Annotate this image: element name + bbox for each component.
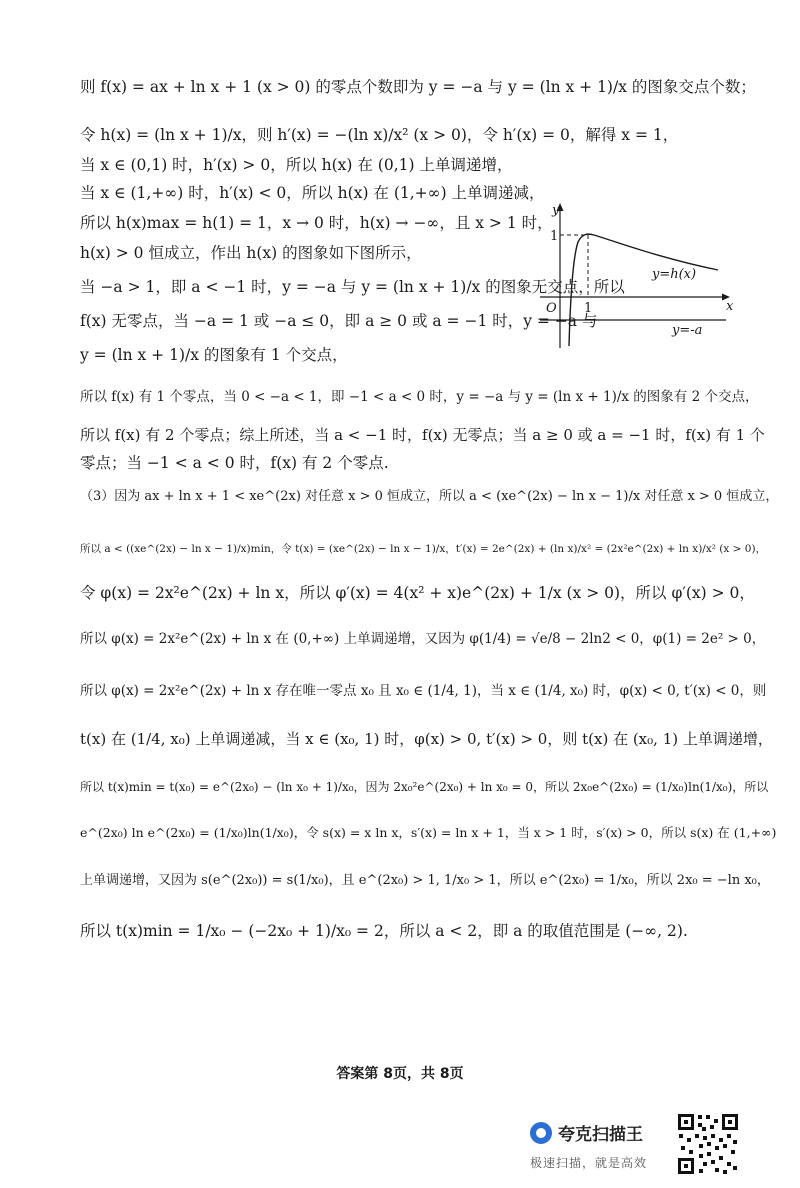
text-line-15: 令 φ(x) = 2x²e^(2x) + ln x，所以 φ′(x) = 4(x² + x)e^(2x) + 1/x (x > 0)，所以 φ′(x) > 0， [80, 584, 755, 602]
origin-label: O [546, 301, 557, 316]
text-line-8: f(x) 无零点，当 −a = 1 或 −a ≤ 0，即 a ≥ 0 或 a = −1 时，y = −a 与 [80, 312, 598, 330]
text-line-12: 零点；当 −1 < a < 0 时，f(x) 有 2 个零点. [80, 454, 389, 472]
qr-code-icon [676, 1112, 740, 1176]
y-axis-label: y [552, 203, 560, 218]
text-line-18: t(x) 在 (1/4, x₀) 上单调递减，当 x ∈ (x₀, 1) 时，φ(x) > 0, t′(x) > 0，则 t(x) 在 (x₀, 1) 上单调递增， [80, 730, 773, 748]
text-line-13: （3）因为 ax + ln x + 1 < xe^(2x) 对任意 x > 0 恒成立，所以 a < (xe^(2x) − ln x − 1)/x 对任意 x > 0 恒成立， [80, 489, 779, 504]
text-line-19: 所以 t(x)min = t(x₀) = e^(2x₀) − (ln x₀ + 1)/x₀，因为 2x₀²e^(2x₀) + ln x₀ = 0，所以 2x₀e^(2x₀) = (1/x₀)ln(1/x₀)，所以 [80, 780, 769, 794]
text-line-7: 当 −a > 1，即 a < −1 时，y = −a 与 y = (ln x + 1)/x 的图象无交点，所以 [80, 278, 625, 296]
tick-one-x: 1 [584, 301, 593, 316]
page-footer: 答案第 8页，共 8页 [336, 1066, 464, 1082]
curve-label: y=h(x) [652, 267, 697, 282]
scanner-brand [530, 1116, 670, 1176]
text-line-1: 则 f(x) = ax + ln x + 1 (x > 0) 的零点个数即为 y = −a 与 y = (ln x + 1)/x 的图象交点个数； [80, 78, 756, 96]
text-line-5: 所以 h(x)max = h(1) = 1，x → 0 时，h(x) → −∞，且 x > 1 时， [80, 214, 553, 232]
brand-name: 夸克扫描王 [558, 1125, 643, 1145]
text-line-16: 所以 φ(x) = 2x²e^(2x) + ln x 在 (0,+∞) 上单调递增，又因为 φ(1/4) = √e/8 − 2ln2 < 0，φ(1) = 2e² > 0， [80, 631, 766, 647]
text-line-6: h(x) > 0 恒成立，作出 h(x) 的图象如下图所示， [80, 244, 422, 262]
text-line-2: 令 h(x) = (ln x + 1)/x，则 h′(x) = −(ln x)/x² (x > 0)，令 h′(x) = 0，解得 x = 1， [80, 126, 679, 144]
function-graph-figure [540, 200, 740, 350]
text-line-3: 当 x ∈ (0,1) 时，h′(x) > 0，所以 h(x) 在 (0,1) 上单调递增， [80, 156, 513, 174]
text-line-10: 所以 f(x) 有 1 个零点，当 0 < −a < 1，即 −1 < a < 0 时，y = −a 与 y = (ln x + 1)/x 的图象有 2 个交点， [80, 389, 759, 405]
text-line-11: 所以 f(x) 有 2 个零点；综上所述，当 a < −1 时，f(x) 无零点；当 a ≥ 0 或 a = −1 时，f(x) 有 1 个 [80, 426, 765, 444]
tick-one-y: 1 [550, 229, 559, 244]
x-axis-label: x [726, 299, 734, 314]
text-line-9: y = (ln x + 1)/x 的图象有 1 个交点， [80, 346, 348, 364]
text-line-17: 所以 φ(x) = 2x²e^(2x) + ln x 存在唯一零点 x₀ 且 x₀ ∈ (1/4, 1)，当 x ∈ (1/4, x₀) 时，φ(x) < 0, t′(x) < 0，则 [80, 683, 767, 699]
text-line-4: 当 x ∈ (1,+∞) 时，h′(x) < 0，所以 h(x) 在 (1,+∞) 上单调递减， [80, 184, 545, 202]
text-line-21: 上单调递增，又因为 s(e^(2x₀)) = s(1/x₀)，且 e^(2x₀) > 1, 1/x₀ > 1，所以 e^(2x₀) = 1/x₀，所以 2x₀ = −ln x₀， [80, 873, 770, 888]
brand-logo-icon [530, 1122, 552, 1144]
text-line-20: e^(2x₀) ln e^(2x₀) = (1/x₀)ln(1/x₀)，令 s(x) = x ln x，s′(x) = ln x + 1，当 x > 1 时，s′(x) > 0，所以 s(x) 在 (1,+∞) [80, 825, 777, 840]
text-line-22: 所以 t(x)min = 1/x₀ − (−2x₀ + 1)/x₀ = 2，所以 a < 2，即 a 的取值范围是 (−∞, 2). [80, 922, 688, 940]
line-label: y=-a [672, 323, 703, 338]
text-line-14: 所以 a < ((xe^(2x) − ln x − 1)/x)min，令 t(x) = (xe^(2x) − ln x − 1)/x，t′(x) = 2e^(2x) + (ln x)/x² = (2x²e^(2x) + ln x)/x² (x > 0)， [80, 543, 767, 555]
brand-slogan: 极速扫描，就是高效 [530, 1156, 648, 1170]
